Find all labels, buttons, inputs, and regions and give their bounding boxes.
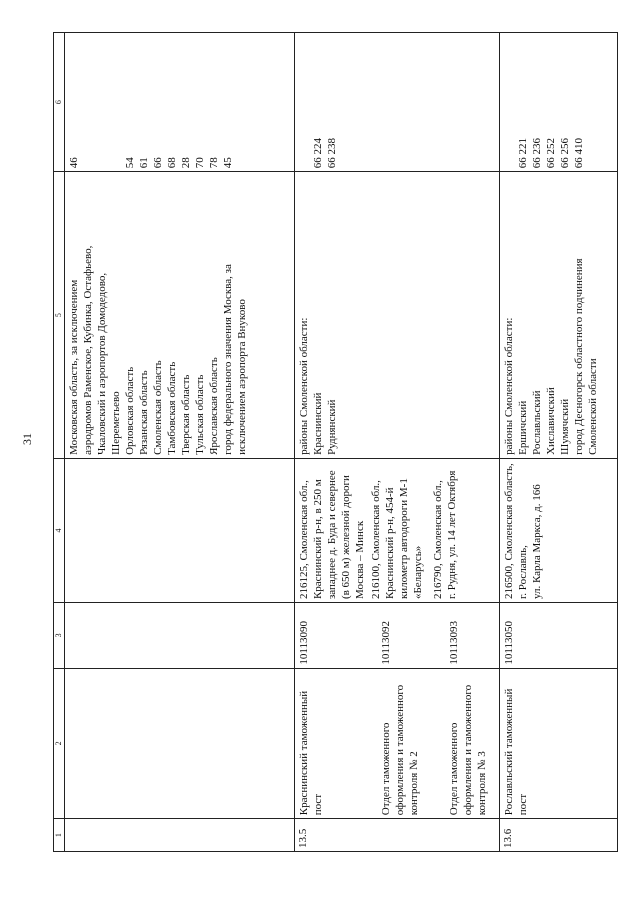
dept-line: контроля № 3 <box>476 751 488 816</box>
region-line: Ершичский <box>517 400 529 455</box>
region-line: Чкаловский и аэропортов Домодедово, <box>96 272 108 455</box>
region-line: Руднянский <box>326 399 338 455</box>
address-line: 216790, Смоленская обл., <box>432 480 444 600</box>
address-line: г. Рудня, ул. 14 лет Октября <box>446 470 458 600</box>
region-line: Тульская область <box>194 374 206 455</box>
region-line: Ярославская область <box>208 357 220 455</box>
okato-line: 66 252 <box>545 138 557 169</box>
region-line: Тверская область <box>180 374 192 455</box>
okato-line: 61 <box>138 157 150 169</box>
address-line: г. Рославль, <box>517 545 529 600</box>
num-cell: 13.5 <box>295 819 500 852</box>
post-cell <box>500 668 618 819</box>
okato-line <box>502 36 516 168</box>
post-line: пост <box>312 793 324 816</box>
region-line: Смоленская область <box>152 360 164 455</box>
region-line: город Десногорск областного подчинения <box>573 258 585 455</box>
okato-line <box>297 36 311 168</box>
region-cell <box>500 172 618 459</box>
okato-line: 28 <box>180 157 192 169</box>
col-header: 1 <box>54 819 65 852</box>
region-line: Московская область, за исключением <box>68 279 80 455</box>
code-cell <box>65 603 295 669</box>
post-cell <box>295 668 500 819</box>
address-cell <box>500 458 618 602</box>
okato-line: 66 256 <box>559 138 571 169</box>
region-line: Хиславичский <box>545 387 557 455</box>
address-line: ул. Карла Маркса, д. 166 <box>531 484 543 600</box>
okato-line <box>95 36 109 168</box>
okato-line: 66 238 <box>326 138 338 169</box>
customs-table <box>53 32 618 852</box>
address-cell <box>295 458 500 602</box>
header-row <box>54 33 65 852</box>
region-line: Рославльский <box>531 390 543 455</box>
okato-line: 46 <box>68 157 80 169</box>
region-line: Краснинский <box>312 392 324 455</box>
region-line: Шереметьево <box>110 391 122 455</box>
table-row <box>500 33 618 852</box>
code-value: 10113092 <box>380 620 392 665</box>
code-value: 10113090 <box>298 620 310 665</box>
okato-line: 70 <box>194 157 206 169</box>
okato-line: 66 221 <box>517 138 529 169</box>
region-line: аэродромов Раменское, Кубинка, Остафьево, <box>82 245 94 455</box>
address-line: «Беларусь» <box>412 545 424 600</box>
dept-line: контроля № 2 <box>408 751 420 816</box>
okato-line: 45 <box>222 157 234 169</box>
table-row <box>295 33 500 852</box>
okato-cell <box>65 33 295 172</box>
post-line: пост <box>517 793 529 816</box>
code-value: 10113050 <box>503 620 515 665</box>
okato-cell <box>500 33 618 172</box>
address-line: 216125, Смоленская обл., <box>298 480 310 600</box>
okato-line: 66 <box>152 157 164 169</box>
dept-line: Отдел таможенного <box>448 722 460 816</box>
dept-line: Отдел таможенного <box>380 722 392 816</box>
address-line: Краснинский р-н, в 250 м <box>312 479 324 600</box>
post-line: Рославльский таможенный <box>503 688 515 816</box>
rotated-table-container <box>53 32 603 852</box>
okato-line: 66 236 <box>531 138 543 169</box>
region-line: город федерального значения Москва, за <box>222 264 234 455</box>
address-line: западнее д. Буда и севернее <box>326 470 338 600</box>
region-line: Смоленской области <box>587 358 599 455</box>
address-line: (в 650 м) железной дороги <box>340 475 352 600</box>
okato-cell <box>295 33 500 172</box>
okato-line <box>235 36 249 168</box>
okato-line: 66 224 <box>312 138 324 169</box>
address-line: Краснинский р-н, 454-й <box>384 487 396 600</box>
post-line: Краснинский таможенный <box>298 690 310 816</box>
okato-line: 78 <box>208 157 220 169</box>
address-line: Москва – Минск <box>354 520 366 600</box>
page-number: 31 <box>20 433 34 445</box>
code-cell <box>295 603 500 669</box>
okato-line <box>109 36 123 168</box>
post-cell <box>65 668 295 819</box>
region-line: Орловская область <box>124 366 136 455</box>
code-value: 10113093 <box>448 620 460 665</box>
col-header: 3 <box>54 603 65 669</box>
region-line: Рязанская область <box>138 370 150 455</box>
dept-line: оформления и таможенного <box>462 684 474 816</box>
col-header: 6 <box>54 33 65 172</box>
region-cell <box>295 172 500 459</box>
col-header: 5 <box>54 172 65 459</box>
col-header: 2 <box>54 668 65 819</box>
okato-line: 54 <box>124 157 136 169</box>
address-line: километр автодороги М-1 <box>398 478 410 600</box>
region-line: районы Смоленской области: <box>503 317 515 455</box>
num-cell: 13.6 <box>500 819 618 852</box>
code-cell <box>500 603 618 669</box>
address-cell <box>65 458 295 602</box>
address-line: 216500, Смоленская область, <box>503 463 515 600</box>
region-line: исключением аэропорта Внуково <box>236 299 248 455</box>
table-row <box>65 33 295 852</box>
okato-line: 68 <box>166 157 178 169</box>
region-line: Тамбовская область <box>166 361 178 455</box>
address-line: 216100, Смоленская обл., <box>370 480 382 600</box>
dept-line: оформления и таможенного <box>394 684 406 816</box>
region-line: Шумячский <box>559 398 571 455</box>
col-header: 4 <box>54 458 65 602</box>
okato-line <box>586 36 600 168</box>
region-line: районы Смоленской области: <box>298 317 310 455</box>
num-cell <box>65 819 295 852</box>
okato-line: 66 410 <box>573 138 585 169</box>
okato-line <box>81 36 95 168</box>
region-cell <box>65 172 295 459</box>
